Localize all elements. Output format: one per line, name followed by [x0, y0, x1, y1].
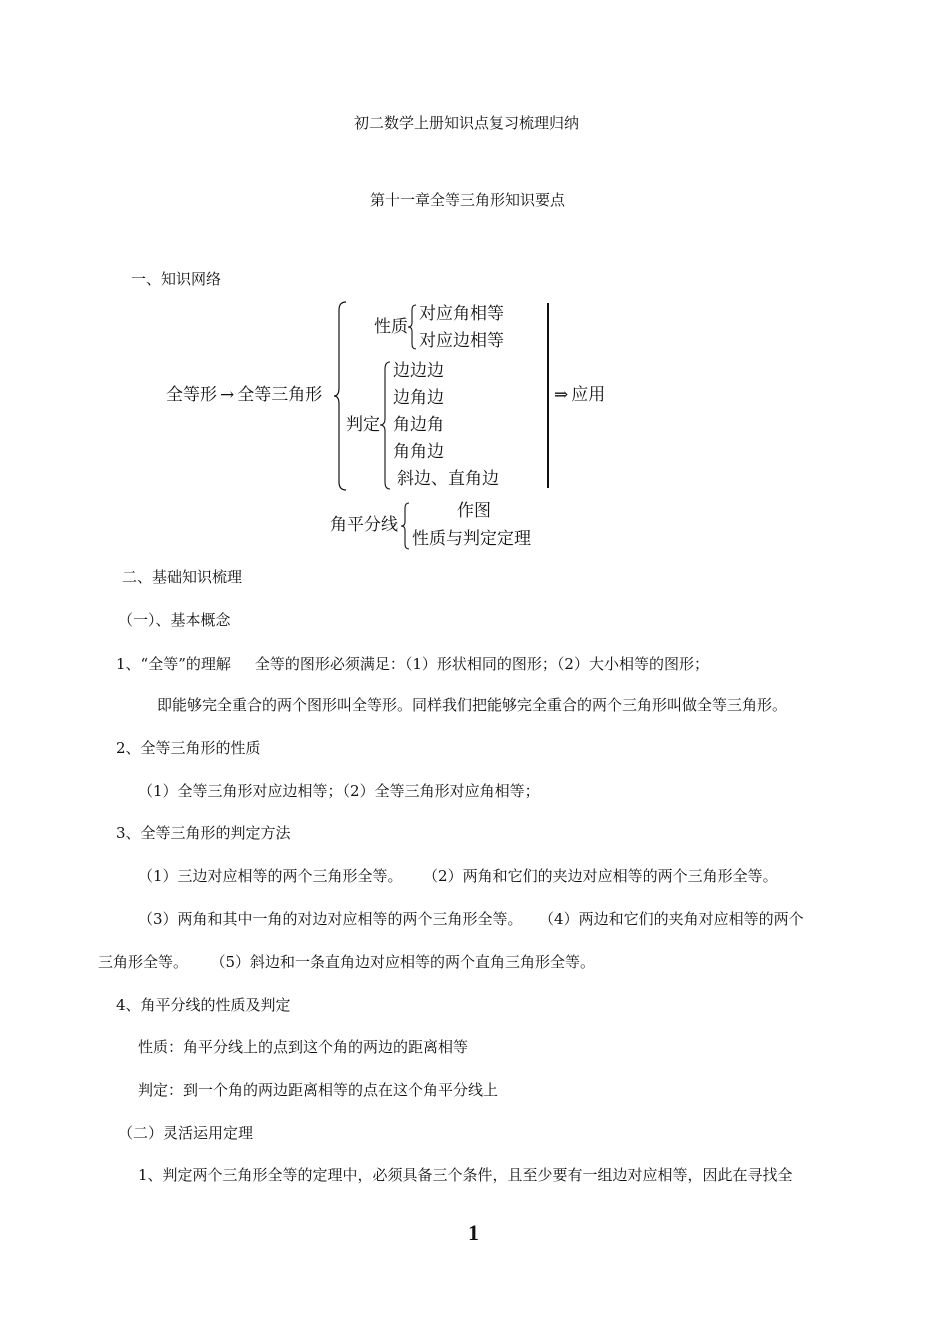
judgement-item-sss: 边边边: [393, 361, 444, 381]
criterion-1: （1）三边对应相等的两个三角形全等。: [138, 867, 403, 885]
paragraph-4-title: 4、角平分线的性质及判定: [116, 996, 291, 1014]
arrow-icon: →: [220, 385, 235, 405]
node-congruent-triangles-label: 全等三角形: [237, 385, 323, 405]
document-title: 初二数学上册知识点复习梳理归纳: [354, 114, 580, 132]
section-heading-knowledge-network: 一、知识网络: [131, 270, 222, 288]
judgement-item-aas: 角角边: [393, 442, 444, 462]
judgement-label: 判定: [346, 415, 380, 435]
criterion-4-continued: 三角形全等。: [98, 953, 189, 971]
section-heading-basics: 二、基础知识梳理: [122, 568, 243, 586]
page-number: 1: [468, 1220, 479, 1245]
paragraph-3-title: 3、全等三角形的判定方法: [116, 824, 291, 842]
subheading-flexible-application: （二）灵活运用定理: [118, 1124, 254, 1142]
paragraph-1-title: 1、“全等”的理解: [116, 655, 231, 673]
vertical-bar: [547, 303, 549, 488]
implies-icon: ⇒: [554, 385, 569, 405]
node-congruent-figures-label: 全等形: [166, 385, 217, 405]
judgement-item-sas: 边角边: [393, 388, 444, 408]
application-node: [554, 385, 605, 405]
paragraph-2-text: （1）全等三角形对应边相等；（2）全等三角形对应角相等；: [138, 782, 540, 800]
subheading-basic-concepts: （一）、基本概念: [118, 611, 231, 629]
property-item-sides: 对应边相等: [419, 331, 504, 351]
paragraph-2-title: 2、全等三角形的性质: [116, 739, 261, 757]
bisector-item-theorem: 性质与判定定理: [412, 529, 531, 549]
criterion-2: （2）两角和它们的夹边对应相等的两个三角形全等。: [430, 867, 778, 885]
paragraph-1-line-1: [116, 655, 709, 673]
paragraph-4-property: 性质：角平分线上的点到这个角的两边的距离相等: [138, 1038, 469, 1056]
bisector-brace-icon: [401, 502, 411, 550]
paragraph-1-line-2: 即能够完全重合的两个图形叫全等形。同样我们把能够完全重合的两个三角形叫做全等三角形。: [157, 696, 788, 714]
node-congruent-figures: [166, 385, 322, 405]
property-item-angles: 对应角相等: [419, 304, 504, 324]
paragraph-4-judgement: 判定：到一个角的两边距离相等的点在这个角平分线上: [138, 1081, 499, 1099]
property-label: 性质: [374, 317, 408, 337]
property-brace-icon: [408, 304, 418, 350]
paragraph-3-line-3: [98, 953, 595, 971]
paragraph-3-line-2: [138, 910, 804, 928]
criterion-3: （3）两角和其中一角的对边对应相等的两个三角形全等。: [138, 910, 523, 928]
bisector-item-construction: 作图: [457, 501, 491, 521]
judgement-brace-icon: [380, 361, 392, 491]
paragraph-5-text: 1、判定两个三角形全等的定理中，必须具备三个条件，且至少要有一组边对应相等，因此在寻找全: [138, 1166, 793, 1184]
judgement-item-asa: 角边角: [393, 415, 444, 435]
judgement-item-hl: 斜边、直角边: [397, 469, 499, 489]
chapter-title: 第十一章全等三角形知识要点: [370, 191, 566, 209]
main-brace-icon: [334, 300, 348, 492]
criterion-5: （5）斜边和一条直角边对应相等的两个直角三角形全等。: [218, 953, 596, 971]
criterion-4: （4）两边和它们的夹角对应相等的两个: [546, 910, 804, 928]
bisector-label: 角平分线: [330, 515, 398, 535]
application-label: 应用: [571, 385, 606, 405]
paragraph-3-line-1: [138, 867, 778, 885]
paragraph-1-text: 全等的图形必须满足：（1）形状相同的图形；（2）大小相等的图形；: [254, 655, 709, 673]
